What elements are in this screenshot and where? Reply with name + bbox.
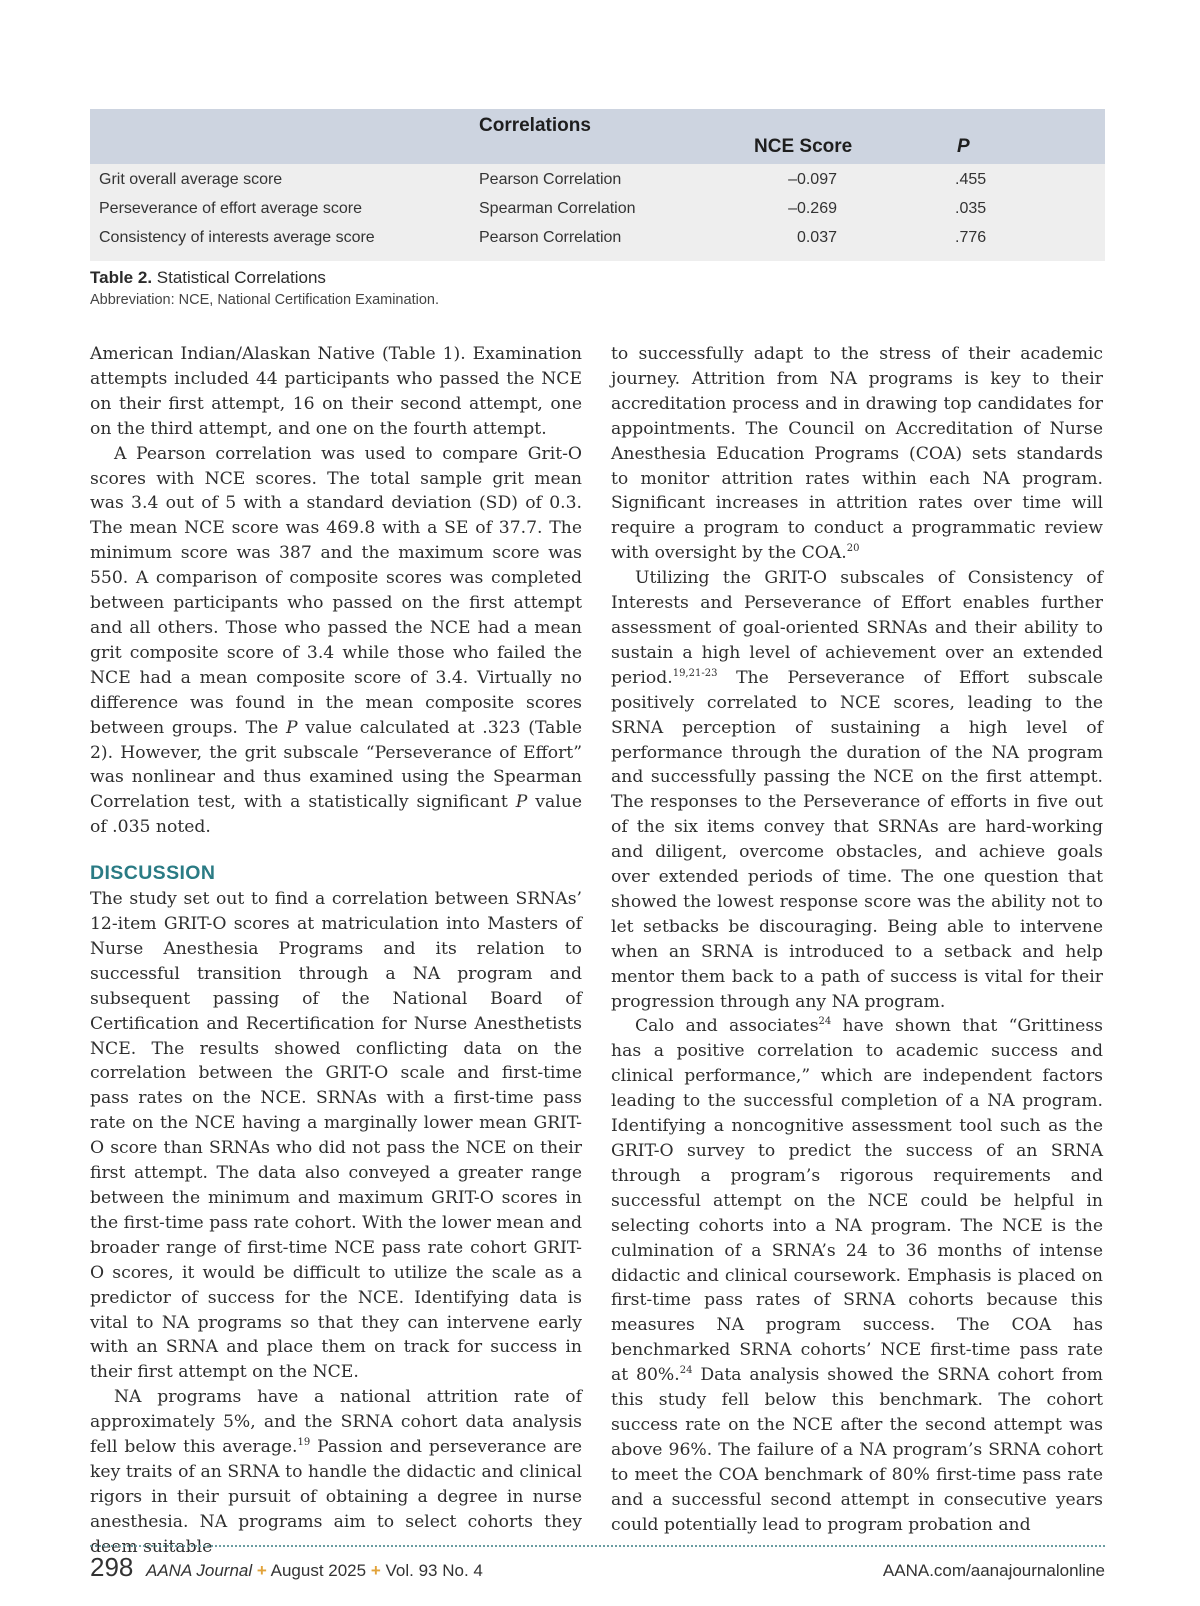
column-header-p: P <box>957 136 970 157</box>
paragraph: A Pearson correlation was used to compare Grit-O scores with NCE scores. The total sample grit mean was 3.4 out of 5 with a standard deviation (SD) of 0.3. The mean NCE score was 469.8 with a SE of 37.7. The minimum score was 387 and the maximum score was 550. A comparison of composite scores was completed between participants who passed on the first attempt and all others. Those who passed the NCE had a mean grit composite score of 3.4 while those who failed the NCE had a mean composite score of 3.4. Virtually no difference was found in the mean composite scores between groups. The P value calculated at .323 (Table 2). However, the grit subscale “Perseverance of Effort” was nonlinear and thus examined using the Spearman Correlation test, with a statistically significant P value of .035 noted. <box>90 443 582 838</box>
volume-number: Vol. 93 No. 4 <box>385 1561 483 1580</box>
table-header <box>90 109 1105 164</box>
section-heading-discussion: DISCUSSION <box>90 862 216 885</box>
plus-separator-icon: + <box>256 1561 267 1580</box>
citation-ref: 24 <box>818 1016 832 1028</box>
table-body <box>90 164 1105 261</box>
row-score: –0.097 <box>788 171 837 188</box>
paragraph: NA programs have a national attrition rate of approximately 5%, and the SRNA cohort data analysis fell below this average.$^{19}$ Passion and perseverance are key traits of an SRNA to handle the didactic and clinical rigors in their pursuit of obtaining a degree in nurse anesthesia. NA programs aim to select cohorts they deem suitable <box>90 1387 582 1557</box>
left-column <box>90 342 582 1560</box>
table-row <box>90 225 1105 254</box>
row-label: Perseverance of effort average score <box>99 200 362 217</box>
plus-separator-icon: + <box>370 1561 381 1580</box>
paragraph: Utilizing the GRIT-O subscales of Consistency of Interests and Perseverance of Effort enables further assessment of goal-oriented SRNAs and their ability to sustain a high level of achievement over an extended period.$^{19,21-23}$ The Perseverance of Effort subscale positively correlated to NCE scores, leading to the SRNA perception of sustaining a high level of performance through the duration of the NA program and successfully passing the NCE on the first attempt. The responses to the Perseverance of efforts in five out of the six items convey that SRNAs are hard-working and diligent, overcome obstacles, and achieve goals over extended periods of time. The one question that showed the lowest response score was the ability not to let setbacks be discouraging. Being able to intervene when an SRNA is introduced to a setback and help mentor them back to a path of success is vital for their progression through any NA program. <box>611 568 1103 1012</box>
table-row <box>90 167 1105 196</box>
table-heading: Correlations <box>479 115 591 136</box>
caption-abbreviation-note: Abbreviation: NCE, National Certification Examination. <box>90 292 439 308</box>
column-header-nce-score: NCE Score <box>754 136 853 157</box>
page-footer <box>90 1552 1105 1586</box>
page-number: 298 <box>90 1552 134 1582</box>
caption-title: Statistical Correlations <box>156 268 326 287</box>
row-p: .776 <box>955 229 987 246</box>
caption-label: Table 2. <box>90 268 153 287</box>
footer-divider <box>90 1545 1105 1547</box>
row-score: –0.269 <box>788 200 837 217</box>
paragraph: to successfully adapt to the stress of their academic journey. Attrition from NA programs is key to their accreditation process and in drawing top candidates for appointments. The Council on Accreditation of Nurse Anesthesia Education Programs (COA) sets standards to monitor attrition rates within each NA program. Significant increases in attrition rates over time will require a program to conduct a programmatic review with oversight by the COA.$^{20}$ <box>611 344 1103 564</box>
row-label: Consistency of interests average score <box>99 229 375 246</box>
journal-name: AANA Journal <box>146 1561 253 1580</box>
journal-url: AANA.com/aanajournalonline <box>882 1561 1105 1580</box>
paragraph: American Indian/Alaskan Native (Table 1). Examination attempts included 44 participants who passed the NCE on their first attempt, 16 on their second attempt, one on the third attempt, and one on the fourth attempt. <box>90 344 582 439</box>
row-test: Pearson Correlation <box>479 171 622 188</box>
correlations-table <box>90 109 1105 261</box>
citation-ref: 24 <box>679 1365 693 1377</box>
citation-ref: 19 <box>297 1437 311 1449</box>
citation-ref: 19,21-23 <box>672 667 718 679</box>
row-score: 0.037 <box>796 229 837 246</box>
table-row <box>90 196 1105 225</box>
table-caption <box>90 268 439 308</box>
paragraph: Calo and associates$^{24}$ have shown that “Grittiness has a positive correlation to academic success and clinical performance,” which are independent factors leading to the successful completion of a NA program. Identifying a noncognitive assessment tool such as the GRIT-O survey to predict the success of an SRNA through a program’s rigorous requirements and successful attempt on the NCE could be helpful in selecting cohorts into a NA program. The NCE is the culmination of a SRNA’s 24 to 36 months of intense didactic and clinical coursework. Emphasis is placed on first-time pass rates of SRNA cohorts because this measures NA program success. The COA has benchmarked SRNA cohorts’ NCE first-time pass rate at 80%.$^{24}$ Data analysis showed the SRNA cohort from this study fell below this benchmark. The cohort success rate on the NCE after the second attempt was above 96%. The failure of a NA program’s SRNA cohort to meet the COA benchmark of 80% first-time pass rate and a successful second attempt in consecutive years could potentially lead to program probation and <box>611 1016 1103 1535</box>
row-test: Spearman Correlation <box>479 200 636 217</box>
row-p: .035 <box>955 200 987 217</box>
row-label: Grit overall average score <box>99 171 283 188</box>
row-test: Pearson Correlation <box>479 229 622 246</box>
right-column <box>611 342 1103 1538</box>
paragraph: The study set out to find a correlation between SRNAs’ 12-item GRIT-O scores at matriculation into Masters of Nurse Anesthesia Programs and its relation to successful transition through a NA program and subsequent passing of the National Board of Certification and Recertification for Nurse Anesthetists NCE. The results showed conflicting data on the correlation between the GRIT-O scale and first-time pass rates on the NCE. SRNAs with a first-time pass rate on the NCE having a marginally lower mean GRIT-O score than SRNAs who did not pass the NCE on their first attempt. The data also conveyed a greater range between the minimum and maximum GRIT-O scores in the first-time pass rate cohort. With the lower mean and broader range of first-time NCE pass rate cohort GRIT-O scores, it would be difficult to utilize the scale as a predictor of success for the NCE. Identifying data is vital to NA programs so that they can intervene early with an SRNA and place them on track for success in their first attempt on the NCE. <box>90 889 582 1383</box>
journal-info <box>146 1561 483 1581</box>
issue-date: August 2025 <box>270 1561 367 1580</box>
row-p: .455 <box>955 171 987 188</box>
citation-ref: 20 <box>846 543 860 555</box>
